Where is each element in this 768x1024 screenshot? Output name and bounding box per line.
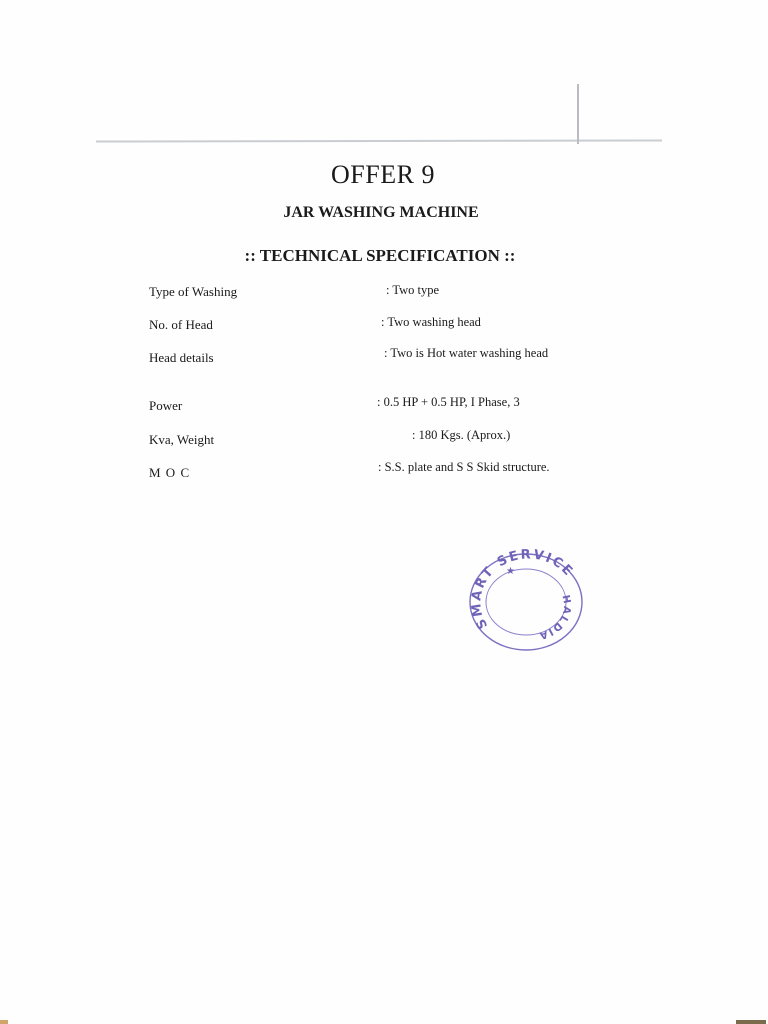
spec-value-kva-weight: : 180 Kgs. (Aprox.): [412, 428, 511, 442]
scan-edge-mark-right: [736, 1020, 766, 1024]
stamp-outer-text: SMART SERVICE: [469, 548, 577, 632]
spec-label-power: Power: [149, 398, 183, 413]
spec-label-washing-type: Type of Washing: [149, 284, 238, 299]
header-rule-tick: [577, 84, 579, 144]
section-heading: :: TECHNICAL SPECIFICATION ::: [244, 246, 516, 265]
spec-value-washing-type: : Two type: [386, 283, 440, 297]
spec-value-head-details: : Two is Hot water washing head: [384, 346, 549, 360]
spec-label-kva-weight: Kva, Weight: [149, 432, 215, 447]
spec-value-moc: : S.S. plate and S S Skid structure.: [378, 460, 550, 474]
spec-label-no-of-head: No. of Head: [149, 317, 213, 332]
spec-label-head-details: Head details: [149, 350, 214, 365]
offer-title: OFFER 9: [331, 160, 435, 189]
company-stamp: [462, 548, 592, 656]
machine-name: JAR WASHING MACHINE: [283, 204, 479, 221]
spec-value-power: : 0.5 HP + 0.5 HP, I Phase, 3: [377, 395, 520, 409]
stamp-inner-text: HALDIA: [536, 594, 573, 642]
scan-edge-mark-left: [0, 1020, 8, 1024]
spec-label-moc: M O C: [149, 465, 191, 480]
spec-value-no-of-head: : Two washing head: [381, 315, 481, 329]
star-icon: ★: [506, 566, 515, 577]
